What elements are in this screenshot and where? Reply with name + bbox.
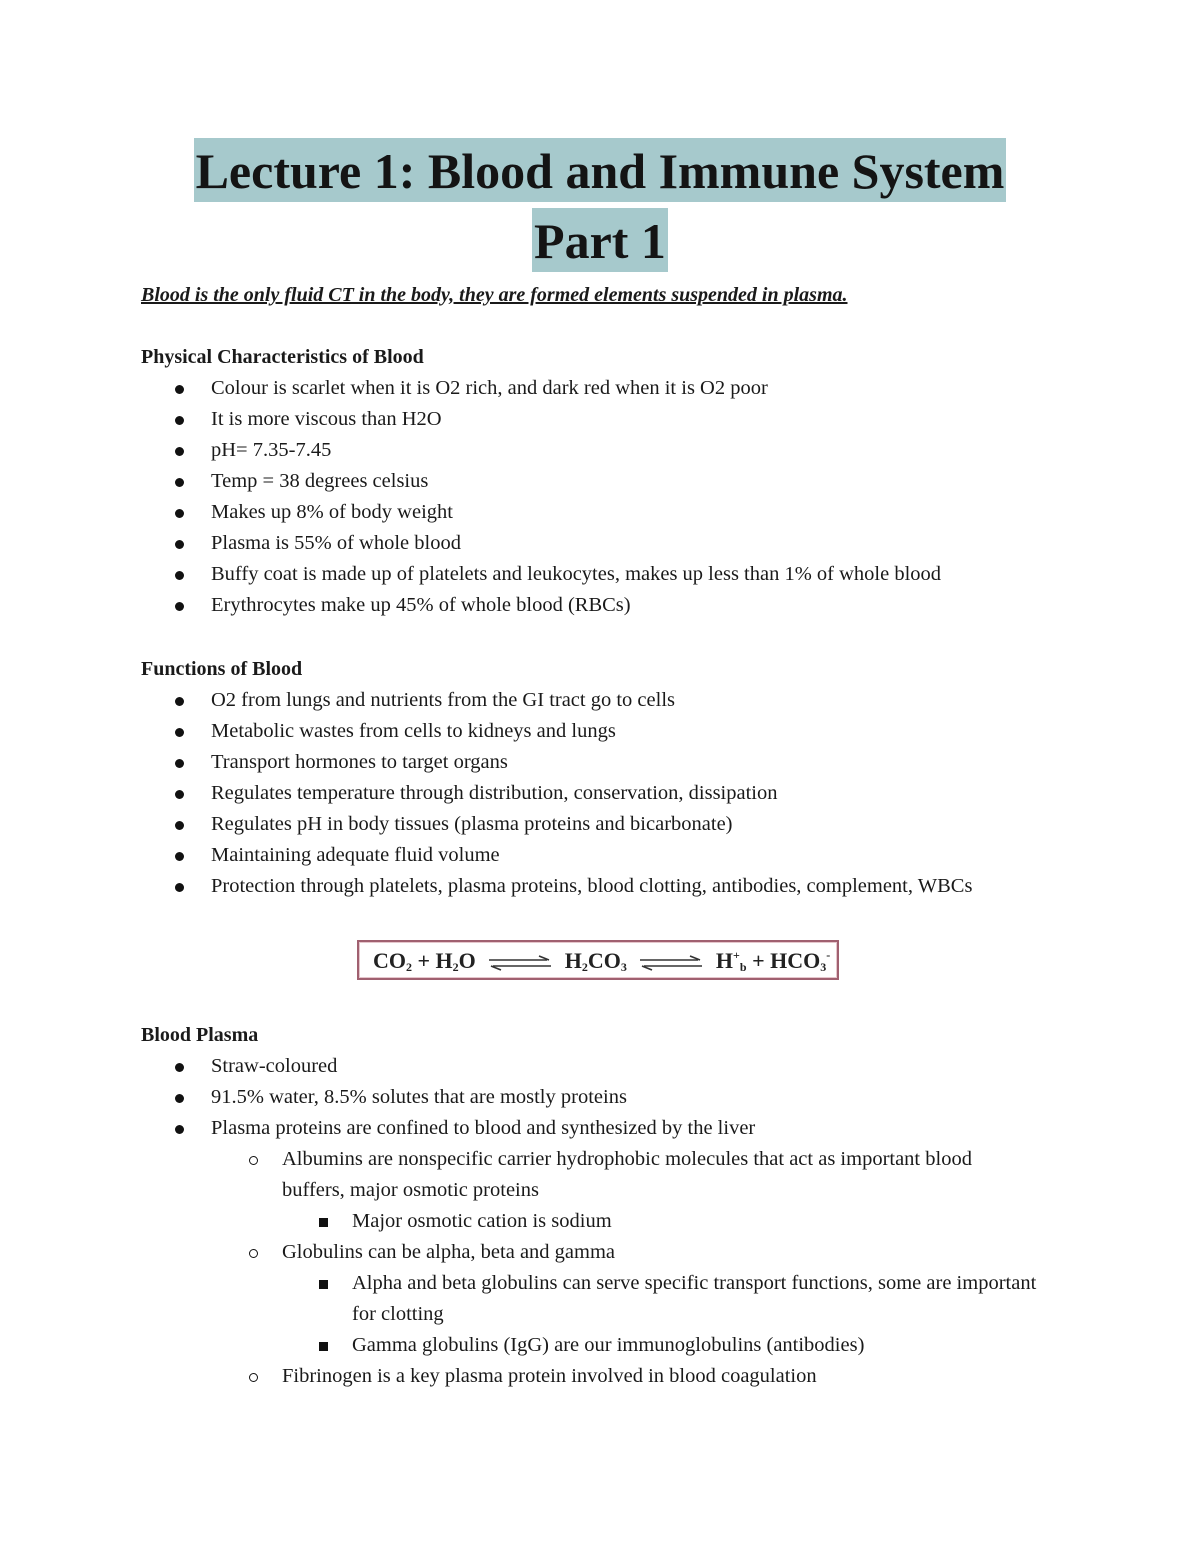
- bullet-icon: [175, 540, 184, 549]
- bullet-icon: [175, 478, 184, 487]
- bullet-icon: [175, 1125, 184, 1134]
- section-functions: [141, 654, 1071, 902]
- equilibrium-arrow-icon: [487, 955, 553, 971]
- bullet-icon: [175, 790, 184, 799]
- list-item: Maintaining adequate fluid volume: [141, 840, 1071, 871]
- bullet-icon: [175, 1063, 184, 1072]
- title-line-2: Part 1: [532, 208, 668, 272]
- bullet-icon: [175, 728, 184, 737]
- intro-statement: Blood is the only fluid CT in the body, they are formed elements suspended in plasma.: [141, 284, 848, 306]
- bullet-list: [141, 685, 1071, 902]
- list-item: Transport hormones to target organs: [141, 747, 1071, 778]
- bullet-list: [141, 373, 1071, 621]
- page-title: [0, 138, 1200, 272]
- list-item: Makes up 8% of body weight: [141, 497, 1071, 528]
- bullet-icon: [175, 883, 184, 892]
- square-bullet-icon: [319, 1218, 328, 1227]
- list-item: Colour is scarlet when it is O2 rich, and dark red when it is O2 poor: [141, 373, 1071, 404]
- list-item: Gamma globulins (IgG) are our immunoglobulins (antibodies): [141, 1330, 1071, 1361]
- list-item: O2 from lungs and nutrients from the GI tract go to cells: [141, 685, 1071, 716]
- list-item: It is more viscous than H2O: [141, 404, 1071, 435]
- bullet-icon: [175, 509, 184, 518]
- carbonic-acid-equation: $CO_2 + H_2O$ $H_2CO_3$ $H^+_b + HCO_3^-$: [357, 940, 839, 980]
- bullet-icon: [175, 385, 184, 394]
- list-item: Globulins can be alpha, beta and gamma: [141, 1237, 1071, 1268]
- list-item: Regulates temperature through distribution, conservation, dissipation: [141, 778, 1071, 809]
- list-item: Buffy coat is made up of platelets and leukocytes, makes up less than 1% of whole blood: [141, 559, 1071, 590]
- list-item: Fibrinogen is a key plasma protein involved in blood coagulation: [141, 1361, 1071, 1392]
- section-heading: Blood Plasma: [141, 1024, 259, 1046]
- list-item: pH= 7.35-7.45: [141, 435, 1071, 466]
- hollow-bullet-icon: [249, 1249, 258, 1258]
- list-item: Alpha and beta globulins can serve specific transport functions, some are important for clotting: [141, 1268, 1052, 1330]
- bullet-icon: [175, 697, 184, 706]
- square-bullet-icon: [319, 1342, 328, 1351]
- list-item: Straw-coloured: [141, 1051, 1071, 1082]
- bullet-icon: [175, 852, 184, 861]
- section-heading: Functions of Blood: [141, 658, 303, 680]
- bullet-icon: [175, 1094, 184, 1103]
- list-item: 91.5% water, 8.5% solutes that are mostly proteins: [141, 1082, 1071, 1113]
- bullet-icon: [175, 571, 184, 580]
- list-item: Regulates pH in body tissues (plasma proteins and bicarbonate): [141, 809, 1071, 840]
- section-blood-plasma: [141, 1020, 1071, 1392]
- list-item: Metabolic wastes from cells to kidneys and lungs: [141, 716, 1071, 747]
- list-item: Plasma is 55% of whole blood: [141, 528, 1071, 559]
- section-heading: Physical Characteristics of Blood: [141, 346, 424, 368]
- title-line-1: Lecture 1: Blood and Immune System: [194, 138, 1007, 202]
- section-physical-characteristics: [141, 342, 1071, 621]
- bullet-list: [141, 1051, 1071, 1392]
- list-item: Plasma proteins are confined to blood and synthesized by the liver: [141, 1113, 1071, 1144]
- list-item: Erythrocytes make up 45% of whole blood (RBCs): [141, 590, 1071, 621]
- hollow-bullet-icon: [249, 1373, 258, 1382]
- list-item: Temp = 38 degrees celsius: [141, 466, 1071, 497]
- bullet-icon: [175, 821, 184, 830]
- hollow-bullet-icon: [249, 1156, 258, 1165]
- equilibrium-arrow-icon: [638, 955, 704, 971]
- bullet-icon: [175, 602, 184, 611]
- list-item: Major osmotic cation is sodium: [141, 1206, 1071, 1237]
- list-item: Protection through platelets, plasma proteins, blood clotting, antibodies, complement, WBCs: [141, 871, 1071, 902]
- bullet-icon: [175, 759, 184, 768]
- square-bullet-icon: [319, 1280, 328, 1289]
- bullet-icon: [175, 447, 184, 456]
- list-item: Albumins are nonspecific carrier hydrophobic molecules that act as important blood buffers, major osmotic proteins: [141, 1144, 1022, 1206]
- bullet-icon: [175, 416, 184, 425]
